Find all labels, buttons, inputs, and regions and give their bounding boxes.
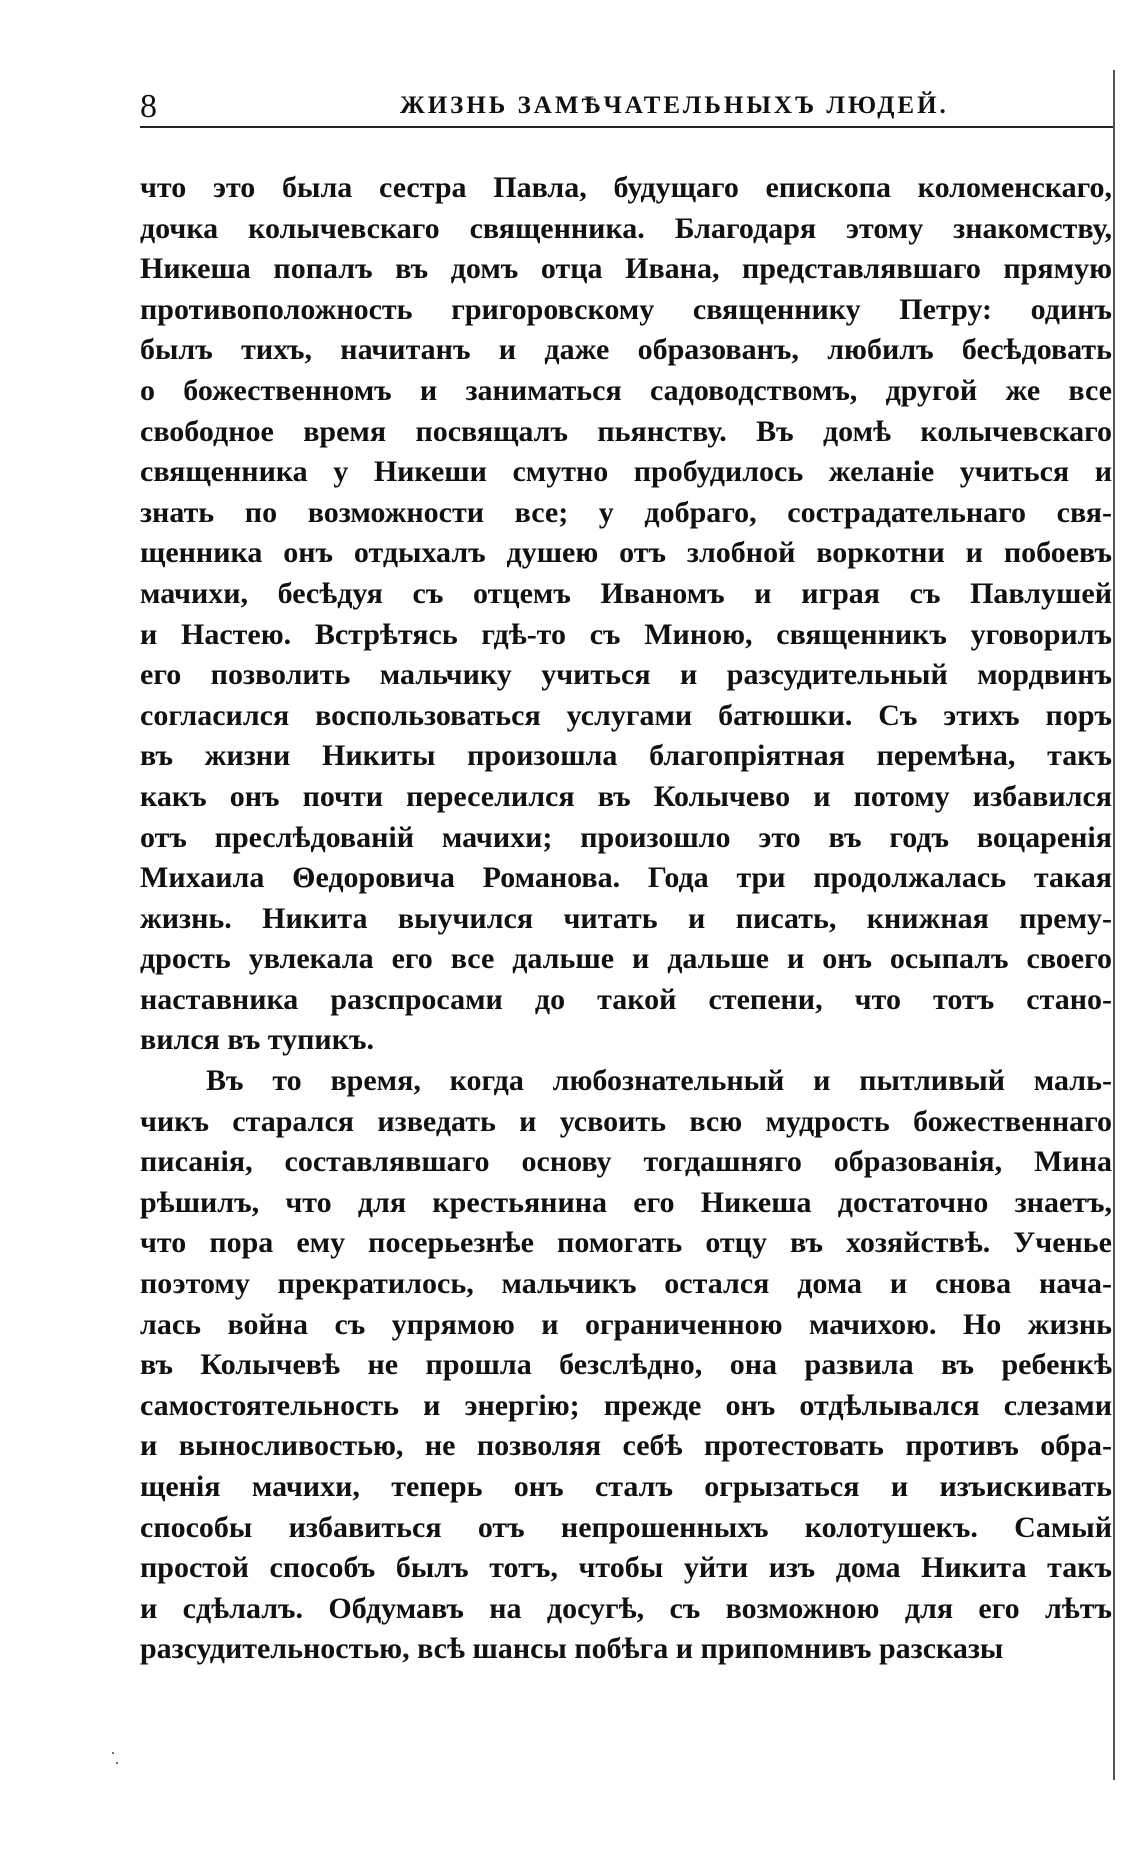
text-line: какъ онъ почти переселился въ Колычево и потому избавился xyxy=(140,779,1112,813)
ink-speck xyxy=(116,1762,118,1764)
text-line: священника у Никеши смутно пробудилось желаніе учиться и xyxy=(140,455,1112,489)
text-line: Михаила Θедоровича Романова. Года три продолжалась такая xyxy=(140,861,1112,895)
text-line: наставника разспросами до такой степени, что тотъ стано- xyxy=(140,982,1112,1016)
text-line: и сдѣлалъ. Обдумавъ на досугѣ, съ возможною для его лѣтъ xyxy=(140,1591,1112,1625)
text-line: писанія, составлявшаго основу тогдашняго образованія, Мина xyxy=(140,1145,1112,1179)
text-line: дрость увлекала его все дальше и дальше и онъ осыпалъ своего xyxy=(140,942,1112,976)
ink-speck xyxy=(112,1752,114,1754)
text-line: поэтому прекратилось, мальчикъ остался дома и снова нача- xyxy=(140,1267,1112,1301)
text-line: мачихи, бесѣдуя съ отцемъ Иваномъ и играя съ Павлушей xyxy=(140,576,1112,610)
text-line: свободное время посвящалъ пьянству. Въ домѣ колычевскаго xyxy=(140,414,1112,448)
page-header xyxy=(140,88,1120,128)
text-line: что пора ему посерьезнѣе помогать отцу въ хозяйствѣ. Ученье xyxy=(140,1226,1112,1260)
text-line: противоположность григоровскому священнику Петру: одинъ xyxy=(140,292,1112,326)
text-line: согласился воспользоваться услугами батюшки. Съ этихъ поръ xyxy=(140,698,1112,732)
text-line: самостоятельность и энергію; прежде онъ отдѣлывался слезами xyxy=(140,1388,1112,1422)
text-line: разсудительностью, всѣ шансы побѣга и припомнивъ разсказы xyxy=(140,1632,1004,1666)
text-line: что это была сестра Павла, будущаго епископа коломенскаго, xyxy=(140,171,1112,204)
text-line: щенія мачихи, теперь онъ сталъ огрызаться и изъискивать xyxy=(140,1470,1112,1503)
text-line: отъ преслѣдованій мачихи; произошло это въ годъ воцаренія xyxy=(140,820,1112,854)
text-line: Въ то время, когда любознательный и пытливый маль- xyxy=(206,1064,1112,1098)
text-line: щенника онъ отдыхалъ душею отъ злобной воркотни и побоевъ xyxy=(140,536,1112,570)
text-line: и выносливостью, не позволяя себѣ протестовать противъ обра- xyxy=(140,1429,1112,1463)
page-number: 8 xyxy=(140,88,157,125)
text-line: былъ тихъ, начитанъ и даже образованъ, любилъ бесѣдовать xyxy=(140,333,1112,367)
text-line: его позволить мальчику учиться и разсудительный мордвинъ xyxy=(140,658,1112,692)
body-text xyxy=(140,168,1112,1670)
text-line: способы избавиться отъ непрошенныхъ колотушекъ. Самый xyxy=(140,1510,1112,1544)
text-line: въ Колычевѣ не прошла безслѣдно, она развила въ ребенкѣ xyxy=(140,1348,1112,1382)
text-line: чикъ старался изведать и усвоить всю мудрость божественнаго xyxy=(140,1104,1112,1138)
header-rule xyxy=(140,126,1115,128)
text-line: о божественномъ и заниматься садоводствомъ, другой же все xyxy=(140,373,1112,407)
text-line: вился въ тупикъ. xyxy=(140,1023,374,1057)
page-edge-line xyxy=(1113,70,1115,1780)
running-title: ЖИЗНЬ ЗАМѢЧАТЕЛЬНЫХЪ ЛЮДЕЙ. xyxy=(400,92,949,119)
text-line: и Настею. Встрѣтясь гдѣ-то съ Миною, священникъ уговорилъ xyxy=(140,617,1112,651)
text-line: простой способъ былъ тотъ, чтобы уйти изъ дома Никита такъ xyxy=(140,1551,1112,1585)
text-line: знать по возможности все; у добраго, сострадательнаго свя- xyxy=(140,495,1112,529)
text-line: дочка колычевскаго священника. Благодаря этому знакомству, xyxy=(140,211,1112,245)
text-line: въ жизни Никиты произошла благопріятная перемѣна, такъ xyxy=(140,739,1112,773)
text-line: Никеша попалъ въ домъ отца Ивана, представлявшаго прямую xyxy=(140,252,1112,286)
text-line: лась война съ упрямою и ограниченною мачихою. Но жизнь xyxy=(140,1307,1112,1341)
text-line: рѣшилъ, что для крестьянина его Никеша достаточно знаетъ, xyxy=(140,1185,1112,1219)
text-line: жизнь. Никита выучился читать и писать, книжная прему- xyxy=(140,901,1112,935)
